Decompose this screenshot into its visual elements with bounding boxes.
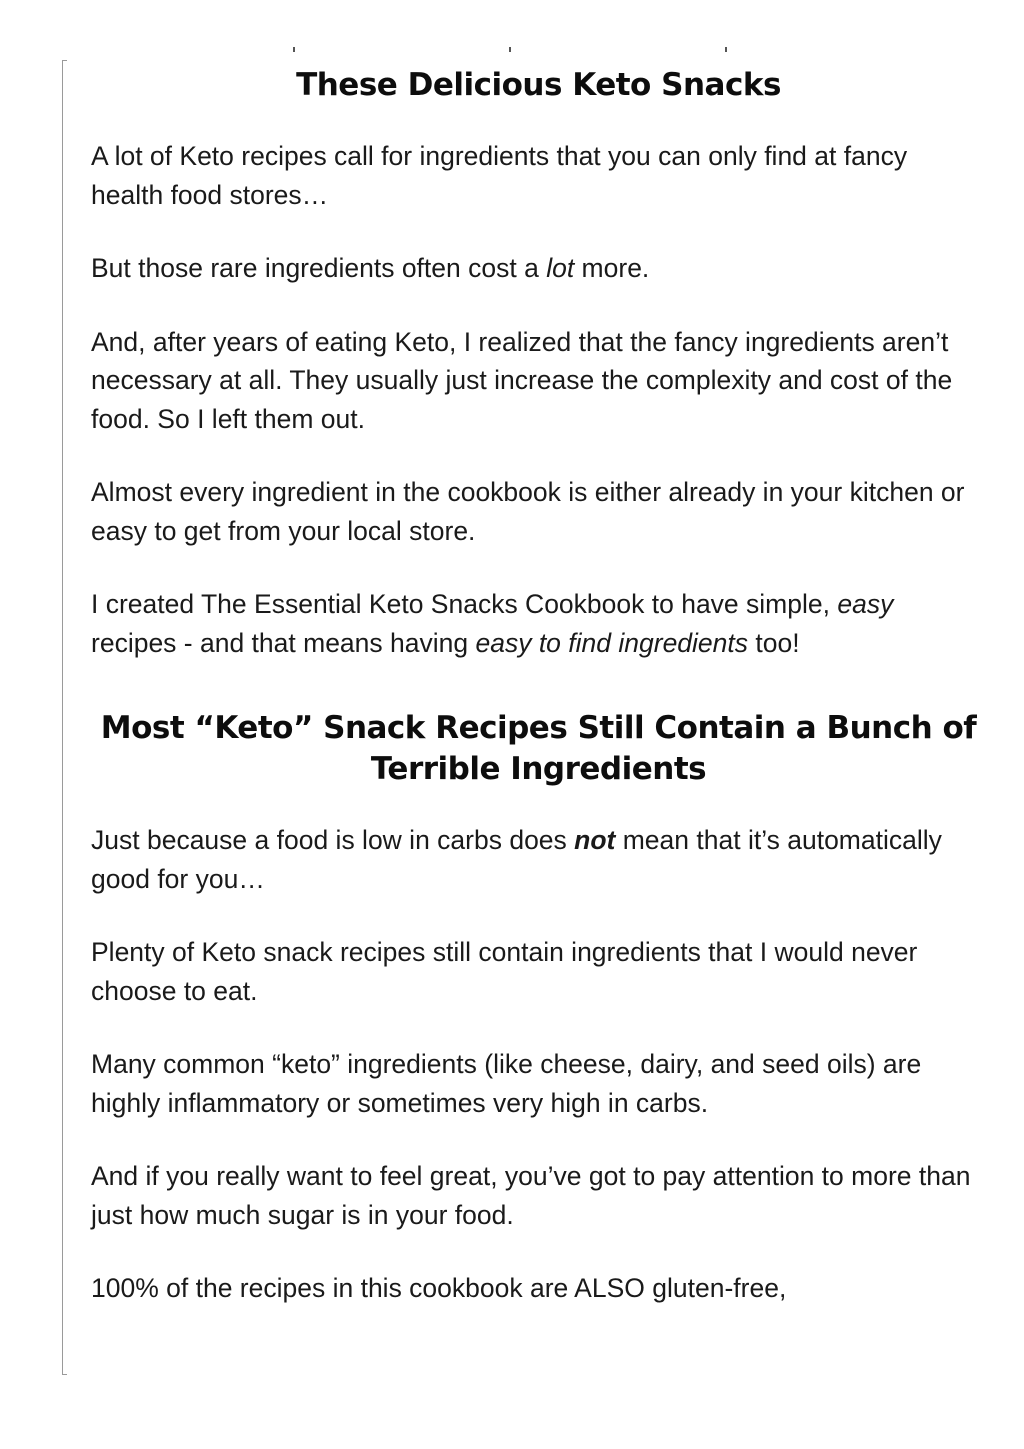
text-span: more.	[574, 253, 650, 283]
page-left-border	[62, 60, 63, 1375]
paragraph-cookbook-created	[91, 585, 986, 662]
text-span: recipes - and that means having	[91, 627, 476, 658]
paragraph-common-ingredients: Many common “keto” ingredients (like cheese, dairy, and seed oils) are highly inflammatory or sometimes very high in carbs.	[91, 1049, 922, 1118]
section-heading-keto-snacks: These Delicious Keto Snacks	[296, 67, 781, 103]
paragraph-plenty-of-recipes: Plenty of Keto snack recipes still contain ingredients that I would never choose to eat.	[91, 937, 918, 1006]
strong-emphasis-text	[574, 825, 615, 855]
paragraph-rare-ingredients	[91, 249, 986, 288]
text-span: Just because a food is low in carbs does	[91, 825, 575, 855]
section-heading-terrible-ingredients: Most “Keto” Snack Recipes Still Contain a Bunch of Terrible Ingredients	[100, 710, 977, 787]
emphasis-text: easy	[837, 589, 894, 619]
paragraph-feel-great: And if you really want to feel great, you’ve got to pay attention to more than just how much sugar is in your food.	[91, 1161, 971, 1230]
paragraph-fancy-stores: A lot of Keto recipes call for ingredients that you can only find at fancy health food stores…	[91, 141, 908, 210]
paragraph-low-carb	[91, 821, 986, 898]
text-span: too!	[748, 627, 800, 658]
paragraph-years-of-keto: And, after years of eating Keto, I realized that the fancy ingredients aren’t necessary at all. They usually just increase the complexity and cost of the food. So I left them out.	[91, 326, 953, 434]
page-border-top-tick	[62, 60, 67, 61]
document-content	[91, 60, 986, 1308]
text-span: I created The Essential Keto Snacks Cookbook to have simple,	[91, 589, 838, 619]
emphasis-text: not	[574, 825, 616, 855]
text-span: But those rare ingredients often cost a	[91, 253, 547, 283]
paragraph-gluten-free: 100% of the recipes in this cookbook are ALSO gluten-free,	[91, 1273, 787, 1303]
emphasis-text: easy to find ingredients	[475, 627, 749, 658]
cut-off-previous-line	[0, 40, 1024, 52]
page-border-bottom-tick	[62, 1374, 67, 1375]
text-span: mean that it’s automatically good for you…	[91, 825, 942, 894]
emphasis-text: lot	[546, 253, 575, 283]
paragraph-local-store: Almost every ingredient in the cookbook is either already in your kitchen or easy to get from your local store.	[91, 477, 965, 546]
